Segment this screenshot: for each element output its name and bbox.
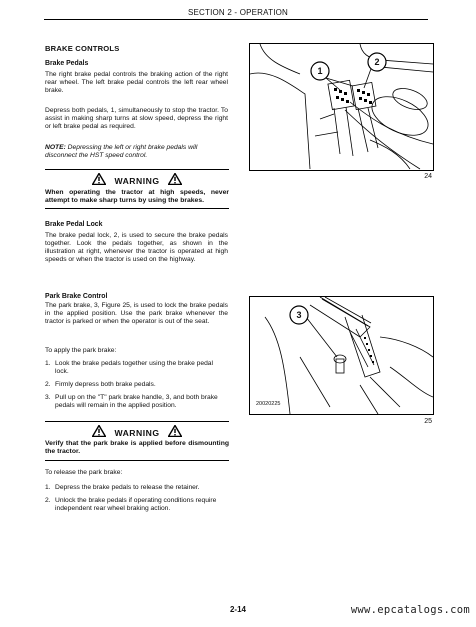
list-item — [45, 360, 228, 376]
list-number: 1. — [45, 484, 51, 491]
list-item — [45, 394, 228, 410]
apply-intro: To apply the park brake: — [45, 347, 117, 354]
list-text: Pull up on the "T" park brake handle, 3, and both brake pedals will remain in the applied position. — [55, 394, 218, 410]
figure-25-number: 25 — [424, 418, 432, 425]
park-brake-text: The park brake, 3, Figure 25, is used to lock the brake pedals in the applied position. Use the park brake whenever the tractor is parked or when the operator is out of the seat. — [45, 302, 228, 326]
list-item — [45, 484, 228, 492]
watermark-url: www.epcatalogs.com — [350, 604, 470, 616]
section-header: SECTION 2 - OPERATION — [187, 8, 289, 17]
warning1-bottom-rule — [45, 208, 229, 209]
brake-pedals-heading: Brake Pedals — [45, 60, 89, 67]
figure-25-code: 20020225 — [256, 401, 281, 407]
callout-3-label: 3 — [296, 310, 302, 320]
figure-24-illustration — [249, 43, 434, 171]
park-brake-heading: Park Brake Control — [45, 293, 108, 300]
park-brake-illustration — [250, 297, 433, 414]
warning-triangle-icon — [92, 425, 106, 437]
warning2-title: WARNING — [114, 428, 160, 438]
pedal-lock-heading: Brake Pedal Lock — [45, 221, 103, 228]
list-number: 1. — [45, 360, 51, 367]
callout-1-label: 1 — [317, 66, 323, 76]
note-label: NOTE: — [45, 144, 66, 151]
figure-24-number: 24 — [424, 173, 432, 180]
list-text: Unlock the brake pedals if operating conditions require independent rear wheel braking action. — [55, 497, 217, 513]
warning-triangle-icon — [168, 425, 182, 437]
list-item — [45, 497, 228, 513]
release-intro: To release the park brake: — [45, 469, 123, 476]
apply-steps-list — [45, 360, 228, 410]
note-text: Depressing the left or right brake pedals will disconnect the HST speed control. — [45, 144, 198, 160]
list-number: 2. — [45, 381, 51, 389]
page-number: 2-14 — [229, 605, 246, 614]
warning-triangle-icon — [168, 173, 182, 185]
callout-2-label: 2 — [374, 57, 380, 67]
warning1-banner — [45, 173, 229, 186]
list-text: Look the brake pedals together using the brake pedal lock. — [55, 360, 214, 376]
list-text: Firmly depress both brake pedals. — [55, 381, 156, 389]
warning1-text: When operating the tractor at high speeds, never attempt to make sharp turns by using the brakes. — [45, 189, 229, 205]
brake-controls-title: BRAKE CONTROLS — [45, 44, 120, 53]
brake-pedals-para1: The right brake pedal controls the braking action of the right rear wheel. The left brake pedal controls the left rear wheel brake. — [45, 71, 228, 95]
header-rule — [44, 19, 428, 20]
warning2-text: Verify that the park brake is applied before dismounting the tractor. — [45, 440, 229, 456]
list-number: 2. — [45, 497, 51, 505]
brake-pedals-illustration — [250, 44, 433, 170]
warning1-top-rule — [45, 169, 229, 170]
list-text: Depress the brake pedals to release the retainer. — [55, 484, 200, 491]
release-steps-list — [45, 484, 228, 513]
hst-note — [45, 144, 228, 160]
warning1-title: WARNING — [114, 176, 160, 186]
pedal-lock-text: The brake pedal lock, 2, is used to secure the brake pedals together. Look the pedals together, as shown in the illustration at right, whenever the tractor is operated at high speeds or when the tractor is used on the highway. — [45, 232, 228, 264]
list-number: 3. — [45, 394, 51, 402]
warning2-top-rule — [45, 421, 229, 422]
warning-triangle-icon — [92, 173, 106, 185]
warning2-banner — [45, 425, 229, 438]
figure-25-illustration — [249, 296, 434, 415]
warning2-bottom-rule — [45, 460, 229, 461]
brake-pedals-para2: Depress both pedals, 1, simultaneously to stop the tractor. To assist in making sharp turns at slow speed, depress the right or left brake pedal as required. — [45, 107, 228, 131]
list-item — [45, 381, 228, 389]
